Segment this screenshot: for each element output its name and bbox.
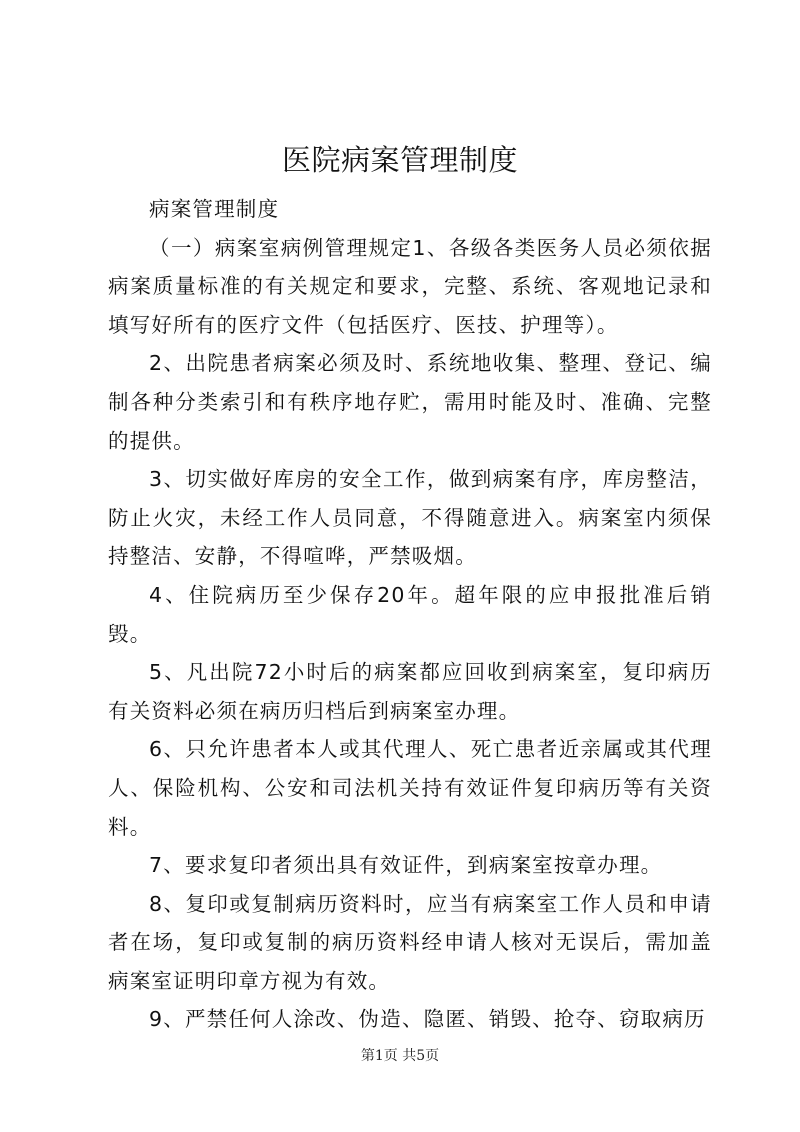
paragraph-rule-3: 3、切实做好库房的安全工作，做到病案有序，库房整洁，防止火灾，未经工作人员同意，不得随意进入。病案室内须保持整洁、安静，不得喧哗，严禁吸烟。 (108, 467, 712, 569)
document-body (108, 190, 712, 1039)
paragraph-rule-intro: （一）病案室病例管理规定1、各级各类医务人员必须依据病案质量标准的有关规定和要求，完整、系统、客观地记录和填写好所有的医疗文件（包括医疗、医技、护理等）。 (108, 235, 712, 337)
page-title: 医院病案管理制度 (281, 143, 518, 177)
paragraph-rule-4: 4、住院病历至少保存20年。超年限的应申报批准后销毁。 (108, 582, 712, 646)
paragraph-rule-5: 5、凡出院72小时后的病案都应回收到病案室，复印病历有关资料必须在病历归档后到病案室办理。 (108, 660, 712, 723)
paragraph-heading: 病案管理制度 (149, 197, 280, 221)
paragraph-rule-8: 8、复印或复制病历资料时，应当有病案室工作人员和申请者在场，复印或复制的病历资料经申请人核对无误后，需加盖病案室证明印章方视为有效。 (108, 891, 712, 993)
paragraph-rule-7: 7、要求复印者须出具有效证件，到病案室按章办理。 (149, 853, 663, 878)
page-footer: 第1页 共5页 (360, 1048, 440, 1064)
paragraph-rule-2: 2、出院患者病案必须及时、系统地收集、整理、登记、编制各种分类索引和有秩序地存贮，需用时能及时、准确、完整的提供。 (108, 351, 712, 453)
paragraph-rule-6: 6、只允许患者本人或其代理人、死亡患者近亲属或其代理人、保险机构、公安和司法机关持有效证件复印病历等有关资料。 (108, 737, 712, 839)
paragraph-rule-9: 9、严禁任何人涂改、伪造、隐匿、销毁、抢夺、窃取病历 (149, 1007, 706, 1032)
